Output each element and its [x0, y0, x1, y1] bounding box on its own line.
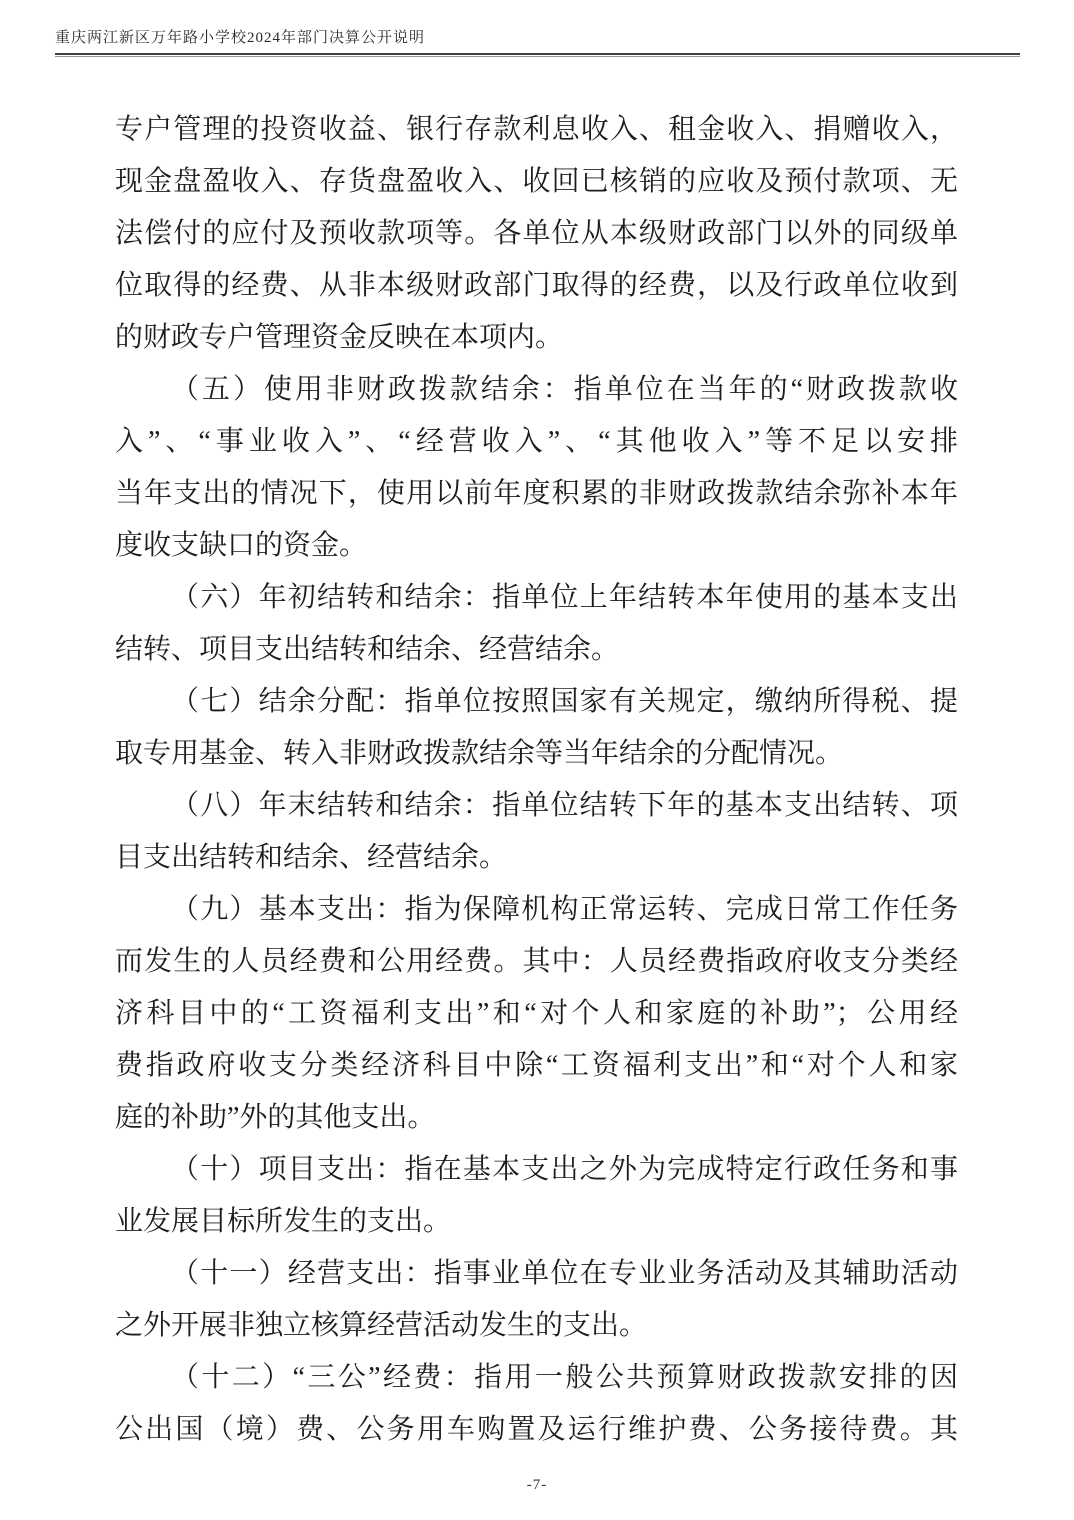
body-line: 庭的补助”外的其他支出。	[115, 1102, 436, 1133]
body-line: 之外开展非独立核算经营活动发生的支出。	[115, 1310, 648, 1341]
body-line: 结转、项目支出结转和结余、经营结余。	[115, 634, 620, 665]
body-line: 公出国（境）费、公务用车购置及运行维护费、公务接待费。其	[115, 1414, 958, 1445]
body-line: （十二）“三公”经费：指用一般公共预算财政拨款安排的因	[171, 1362, 958, 1393]
body-line: 入”、“事业收入”、“经营收入”、“其他收入”等不足以安排	[115, 426, 958, 457]
body-line: （八）年末结转和结余：指单位结转下年的基本支出结转、项	[171, 790, 958, 821]
body-line: 取专用基金、转入非财政拨款结余等当年结余的分配情况。	[115, 738, 844, 769]
body-line: （五）使用非财政拨款结余：指单位在当年的“财政拨款收	[171, 374, 958, 405]
body-line: 而发生的人员经费和公用经费。其中：人员经费指政府收支分类经	[115, 946, 958, 977]
body-line: 位取得的经费、从非本级财政部门取得的经费，以及行政单位收到	[115, 270, 958, 301]
body-line: 法偿付的应付及预收款项等。各单位从本级财政部门以外的同级单	[115, 218, 958, 249]
body-line: 业发展目标所发生的支出。	[115, 1206, 452, 1237]
body-line: 的财政专户管理资金反映在本项内。	[115, 322, 564, 353]
page-number: -7-	[526, 1477, 548, 1493]
body-line: 当年支出的情况下，使用以前年度积累的非财政拨款结余弥补本年	[115, 478, 958, 509]
body-line: 济科目中的“工资福利支出”和“对个人和家庭的补助”；公用经	[115, 998, 958, 1029]
body-line: 度收支缺口的资金。	[115, 530, 368, 561]
page-header	[55, 28, 1020, 57]
body-line: （七）结余分配：指单位按照国家有关规定，缴纳所得税、提	[171, 686, 958, 717]
body-line: （六）年初结转和结余：指单位上年结转本年使用的基本支出	[171, 582, 958, 613]
body-line: 现金盘盈收入、存货盘盈收入、收回已核销的应收及预付款项、无	[115, 166, 958, 197]
document-body	[115, 104, 958, 1456]
body-line: 目支出结转和结余、经营结余。	[115, 842, 508, 873]
page-footer	[0, 1476, 1074, 1494]
body-line: （九）基本支出：指为保障机构正常运转、完成日常工作任务	[171, 894, 958, 925]
body-line: 专户管理的投资收益、银行存款利息收入、租金收入、捐赠收入，	[115, 114, 958, 145]
body-line: 费指政府收支分类经济科目中除“工资福利支出”和“对个人和家	[115, 1050, 958, 1081]
body-line: （十一）经营支出：指事业单位在专业业务活动及其辅助活动	[171, 1258, 958, 1289]
header-title: 重庆两江新区万年路小学校2024年部门决算公开说明	[55, 30, 426, 46]
header-rule	[55, 53, 1020, 57]
body-line: （十）项目支出：指在基本支出之外为完成特定行政任务和事	[171, 1154, 958, 1185]
